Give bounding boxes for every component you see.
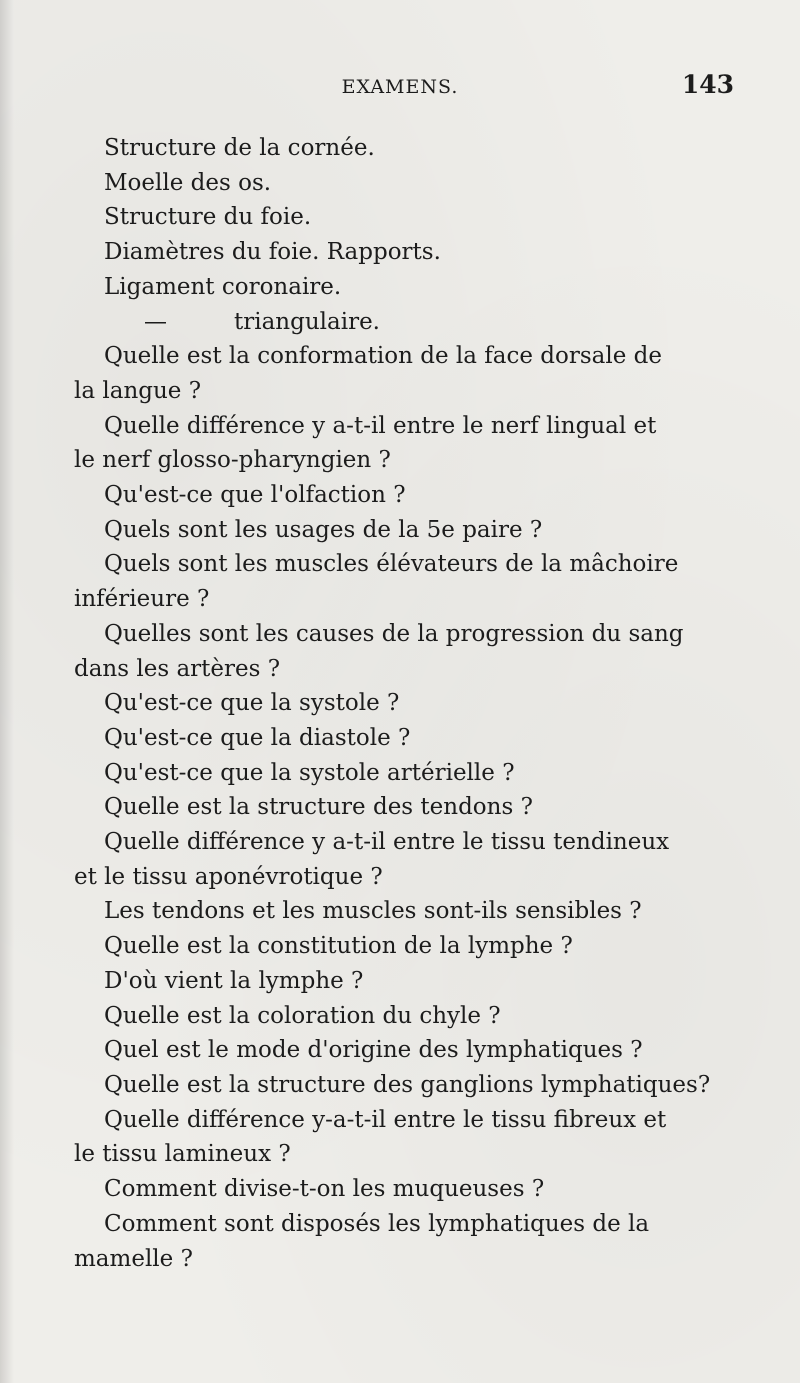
text-line: Quelle différence y a-t-il entre le nerf lingual et <box>104 412 657 439</box>
text-line: Quelle est la structure des tendons ? <box>104 794 533 821</box>
text-line: Structure de la cornée. <box>104 135 375 161</box>
text-line: Quels sont les usages de la 5e paire ? <box>104 516 543 543</box>
text-line: dans les artères ? <box>74 655 281 682</box>
text-line: le nerf glosso-pharyngien ? <box>74 447 391 474</box>
page-number: 143 <box>681 70 734 99</box>
ditto-dash: — <box>144 308 167 335</box>
text-line: Qu'est-ce que la diastole ? <box>104 724 411 751</box>
body-text <box>74 131 742 1276</box>
text-line: et le tissu aponévrotique ? <box>74 863 383 890</box>
text-line: Qu'est-ce que la systole artérielle ? <box>104 759 515 786</box>
text-line: le tissu lamineux ? <box>74 1141 291 1168</box>
text-line: Qu'est-ce que l'olfaction ? <box>104 482 406 509</box>
text-line: mamelle ? <box>74 1245 193 1272</box>
text-line: Quelle est la structure des ganglions lymphatiques? <box>104 1071 711 1098</box>
page-gutter-shadow <box>0 0 14 1383</box>
text-line: Comment divise-t-on les muqueuses ? <box>104 1176 545 1203</box>
text-line: Ligament coronaire. <box>104 273 342 300</box>
text-line: Quelle est la constitution de la lymphe ? <box>104 933 573 960</box>
text-line: Qu'est-ce que la systole ? <box>104 690 400 717</box>
text-fragment: triangulaire. <box>234 308 380 335</box>
text-line: Quels sont les muscles élévateurs de la mâchoire <box>104 551 679 578</box>
text-line: Diamètres du foie. Rapports. <box>104 239 441 266</box>
text-line: D'où vient la lymphe ? <box>104 967 364 994</box>
text-line: Structure du foie. <box>104 204 312 231</box>
text-line: Moelle des os. <box>104 169 272 196</box>
text-line: Quel est le mode d'origine des lymphatiques ? <box>104 1037 643 1064</box>
text-line: Quelle est la conformation de la face dorsale de <box>104 343 662 370</box>
text-line: Les tendons et les muscles sont-ils sensibles ? <box>104 898 642 925</box>
running-header: EXAMENS. <box>341 76 459 98</box>
text-line: Quelles sont les causes de la progression du sang <box>104 620 684 647</box>
text-line: la langue ? <box>74 377 202 404</box>
text-line <box>74 305 742 340</box>
text-line: Quelle différence y-a-t-il entre le tissu fibreux et <box>104 1106 667 1133</box>
text-line: Comment sont disposés les lymphatiques de la <box>104 1210 650 1237</box>
text-line: Quelle est la coloration du chyle ? <box>104 1002 501 1029</box>
text-line: inférieure ? <box>74 586 210 613</box>
text-line: Quelle différence y a-t-il entre le tissu tendineux <box>104 829 670 856</box>
